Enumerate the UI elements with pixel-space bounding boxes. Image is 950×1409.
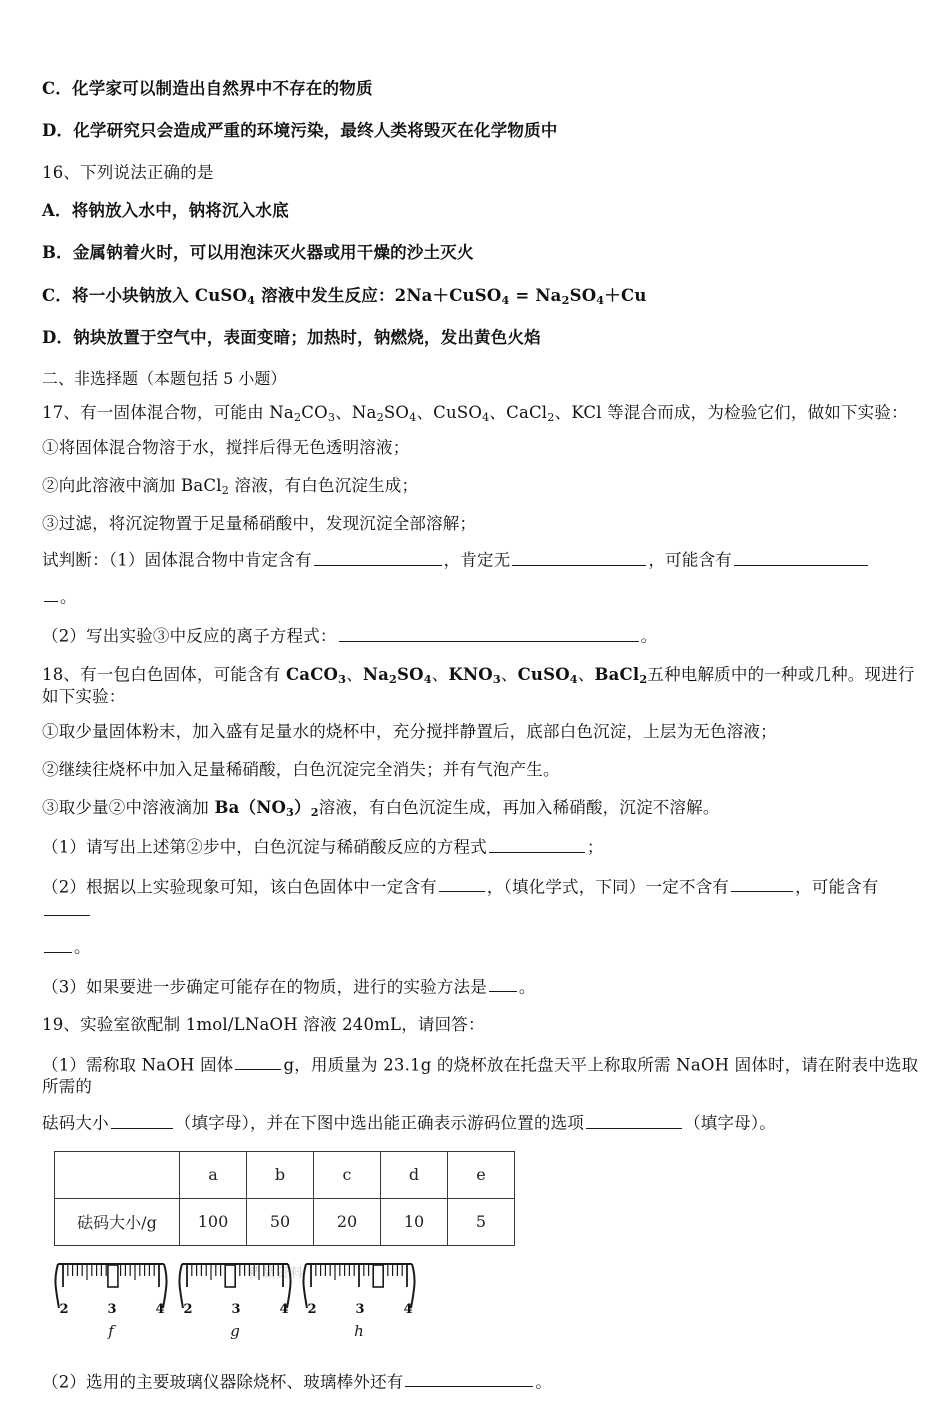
q18-formula-bano32-a: Ba（NO: [214, 798, 287, 818]
q19-part-1-line-1: [42, 1053, 922, 1099]
q16-number: 16、: [42, 163, 81, 183]
q16-stem-text: 下列说法正确的是: [80, 163, 214, 183]
q18-formula-na2so4-a: Na: [362, 664, 390, 684]
q15-option-c: [42, 78, 922, 100]
q17-stem-d: SO: [383, 402, 410, 422]
q19-blank-2[interactable]: [111, 1111, 173, 1129]
q17-judge-b: ，肯定无: [443, 550, 511, 570]
q19-part-2: [42, 1370, 922, 1394]
q17-number: 17、: [42, 402, 81, 422]
ruler-tick-label-3: 3: [355, 1301, 365, 1317]
q15-option-c-text: 化学家可以制造出自然界中不存在的物质: [72, 79, 373, 98]
q16-option-a: [42, 200, 922, 222]
weights-table-wrapper: [54, 1151, 922, 1246]
q17-step-2-b: 溶液，有白色沉淀生成；: [229, 475, 419, 495]
page-content: [42, 78, 922, 1409]
ruler-figure-f: [52, 1260, 170, 1340]
q17-blank-3-cont[interactable]: [44, 585, 58, 603]
ruler-tick-label-2: 2: [307, 1301, 317, 1317]
q17-blank-2[interactable]: [512, 548, 646, 566]
q17-judge-tail: [42, 585, 922, 609]
table-cell-b-value: 50: [247, 1198, 314, 1245]
q17-judge-a: 试判断：（1）固体混合物中肯定含有: [42, 550, 312, 570]
q18-formula-na2so4-sub1: 2: [389, 671, 398, 686]
q17-blank-1[interactable]: [314, 548, 442, 566]
q17-sub-4: 4: [409, 410, 417, 424]
q17-judge-c: ，可能含有: [648, 550, 732, 570]
q18-blank-4[interactable]: [44, 899, 90, 917]
q18-formula-kno3-sub: 3: [492, 671, 501, 686]
watermark-text: 精品资料: [248, 1265, 305, 1281]
q18-formula-kno3: KNO: [448, 664, 493, 684]
q17-step-1: ①将固体混合物溶于水，搅拌后得无色透明溶液；: [42, 437, 410, 457]
q17-blank-4[interactable]: [339, 624, 639, 642]
q18-formula-cuso4-sub: 4: [569, 671, 578, 686]
q16-option-d: [42, 327, 922, 349]
q18-sep-1: 、: [346, 664, 363, 684]
q19-stem-text: 实验室欲配制 1mol/LNaOH 溶液 240mL，请回答：: [80, 1015, 485, 1035]
q18-formula-bano32-b: ）: [294, 798, 311, 818]
slider-marker-h: [373, 1265, 383, 1287]
q17-step-2: [42, 475, 922, 497]
ruler-tick-label-3: 3: [231, 1301, 241, 1317]
slider-marker-g: [225, 1265, 235, 1287]
q18-part-2-tail: [42, 935, 922, 959]
q19-blank-4[interactable]: [405, 1370, 533, 1388]
q17-stem-c: 、Na: [335, 402, 377, 422]
q19-part-2-tail: 。: [535, 1372, 553, 1392]
q18-formula-na2so4-b: SO: [397, 664, 424, 684]
ruler-tick-label-4: 4: [279, 1301, 289, 1317]
ruler-tick-label-4: 4: [403, 1301, 413, 1317]
ruler-figure-g: [176, 1260, 294, 1340]
q18-sep-2: 、: [431, 664, 449, 684]
q17-judge-tail-text: 。: [60, 587, 77, 607]
q19-blank-3[interactable]: [586, 1111, 682, 1129]
q18-formula-caco3: CaCO: [285, 664, 339, 684]
q17-judge: [42, 548, 922, 572]
q15-option-c-label: C．: [42, 79, 73, 98]
ruler-svg-h: [300, 1260, 418, 1318]
table-row-header: [55, 1151, 515, 1198]
q18-stem: [42, 664, 922, 708]
ruler-figures: [52, 1260, 422, 1346]
q16-option-c-text-2: 溶液中发生反应：2Na＋CuSO: [255, 285, 502, 305]
q15-option-d: [42, 120, 922, 142]
q18-part-2: [42, 875, 922, 922]
q18-part-1: [42, 835, 922, 859]
q16-option-b: [42, 242, 922, 264]
q19-part-1-a: （1）需称取 NaOH 固体: [42, 1055, 234, 1075]
q18-number: 18、: [42, 664, 81, 684]
q19-number: 19、: [42, 1015, 81, 1035]
q19-part-1-c: 砝码大小: [42, 1113, 109, 1133]
q19-part-1-line-2: [42, 1111, 922, 1135]
q18-blank-4-cont[interactable]: [44, 935, 72, 953]
q19-part-2-a: （2）选用的主要玻璃仪器除烧杯、玻璃棒外还有: [42, 1372, 404, 1392]
q17-part-2: [42, 624, 922, 648]
q17-part-2-tail: 。: [640, 626, 658, 646]
q18-step-1: ①取少量固体粉末，加入盛有足量水的烧杯中，充分搅拌静置后，底部白色沉淀，上层为无色溶液；: [42, 722, 777, 742]
ruler-caption-h: h: [354, 1321, 364, 1340]
q17-step-2-a: ②向此溶液中滴加 BaCl: [42, 475, 222, 495]
q18-part-2-a: （2）根据以上实验现象可知，该白色固体中一定含有: [42, 877, 437, 897]
table-cell-e-value: 5: [448, 1198, 515, 1245]
ruler-tick-label-2: 2: [183, 1301, 193, 1317]
q18-stem-a: 有一包白色固体，可能含有: [80, 664, 286, 684]
q18-part-2-c: ，可能含有: [795, 877, 879, 897]
q16-option-c-text-3: = Na: [509, 285, 562, 305]
q17-part-2-a: （2）写出实验③中反应的离子方程式：: [42, 626, 337, 646]
q18-sep-3: 、: [500, 664, 518, 684]
q18-part-3-a: （3）如果要进一步确定可能存在的物质，进行的实验方法是: [42, 977, 487, 997]
ruler-tick-label-4: 4: [155, 1301, 165, 1317]
q17-sub-2: 3: [327, 410, 336, 424]
ruler-figure-h: [300, 1260, 418, 1340]
ruler-tick-label-3: 3: [107, 1301, 117, 1317]
q17-sub-1: 2: [293, 410, 302, 424]
slider-marker-f: [108, 1265, 118, 1287]
weights-table: [54, 1151, 515, 1246]
q18-part-1-tail: ；: [586, 837, 604, 857]
q19-part-1-e: （填字母）。: [684, 1113, 777, 1133]
q16-option-c-sub-1: 4: [247, 292, 256, 307]
q18-sep-4: 、: [577, 664, 595, 684]
q16-stem: [42, 162, 922, 184]
ruler-svg-g: [176, 1260, 294, 1318]
table-header-b: b: [247, 1151, 314, 1198]
table-header-a: a: [180, 1151, 247, 1198]
q16-option-b-label: B．: [42, 243, 73, 263]
q16-option-d-label: D．: [42, 327, 74, 347]
q17-stem: [42, 402, 922, 424]
q15-option-d-label: D．: [42, 121, 74, 141]
q16-option-c: [42, 285, 922, 307]
q18-formula-bano32-sub2: 2: [310, 805, 319, 820]
q16-option-c-text-4: SO: [569, 285, 597, 305]
q18-formula-bacl2-sub: 2: [639, 671, 648, 686]
q18-stem-b: 五种电解质中的一种或几种。现进行如下实验：: [42, 664, 915, 706]
table-header-d: d: [381, 1151, 448, 1198]
q18-blank-5[interactable]: [489, 975, 517, 993]
q18-step-3: [42, 797, 922, 819]
q18-part-3: [42, 975, 922, 999]
q18-blank-1[interactable]: [489, 835, 585, 853]
q17-step-2-sub: 2: [221, 483, 230, 497]
q18-step-3-b: 溶液，有白色沉淀生成，再加入稀硝酸，沉淀不溶解。: [318, 798, 720, 818]
q16-option-c-text-5: ＋Cu: [604, 285, 647, 305]
q17-stem-b: CO: [301, 402, 328, 422]
table-cell-a-value: 100: [180, 1198, 247, 1245]
q18-blank-2[interactable]: [439, 875, 485, 893]
q17-stem-a: 有一固体混合物，可能由 Na: [80, 402, 294, 422]
q16-option-c-label: C．: [42, 285, 73, 305]
ruler-caption-g: g: [230, 1321, 240, 1340]
q18-formula-caco3-sub: 3: [338, 671, 347, 686]
q17-stem-f: 、CaCl: [489, 402, 548, 422]
q17-blank-3[interactable]: [734, 548, 868, 566]
q18-part-1-a: （1）请写出上述第②步中，白色沉淀与稀硝酸反应的方程式: [42, 837, 487, 857]
q18-part-2-tail-text: 。: [74, 937, 91, 957]
q16-option-c-sub-4: 4: [596, 292, 605, 307]
q16-option-d-text: 钠块放置于空气中，表面变暗；加热时，钠燃烧，发出黄色火焰: [73, 327, 541, 347]
table-header-e: e: [448, 1151, 515, 1198]
table-cell-d-value: 10: [381, 1198, 448, 1245]
table-header-c: c: [314, 1151, 381, 1198]
q18-formula-cuso4: CuSO: [517, 664, 570, 684]
q17-sub-3: 2: [376, 410, 384, 424]
q18-formula-na2so4-sub2: 4: [423, 671, 432, 686]
q15-option-d-text: 化学研究只会造成严重的环境污染，最终人类将毁灭在化学物质中: [73, 121, 558, 141]
q18-part-2-b: ，（填化学式，下同）一定不含有: [486, 877, 730, 897]
q17-sub-6: 2: [547, 410, 555, 424]
q18-step-3-a: ③取少量②中溶液滴加: [42, 798, 215, 818]
q18-part-3-tail: 。: [518, 977, 536, 997]
q19-stem: [42, 1014, 922, 1036]
q16-option-c-text-1: 将一小块钠放入 CuSO: [72, 285, 248, 305]
q19-part-1-b: g，用质量为 23.1g 的烧杯放在托盘天平上称取所需 NaOH 固体时，请在附表中选取所需的: [42, 1055, 919, 1097]
ruler-tick-label-2: 2: [59, 1301, 69, 1317]
q16-option-b-text: 金属钠着火时，可以用泡沫灭火器或用干燥的沙土灭火: [72, 243, 474, 263]
table-cell-corner-empty: [55, 1151, 180, 1198]
q18-blank-3[interactable]: [731, 875, 793, 893]
q16-option-a-label: A．: [42, 201, 72, 221]
q18-formula-bacl2: BaCl: [594, 664, 640, 684]
ruler-caption-f: f: [108, 1321, 114, 1340]
ruler-svg-f: [52, 1260, 170, 1318]
q16-option-c-sub-2: 4: [501, 292, 510, 307]
q17-step-3: ③过滤，将沉淀物置于足量稀硝酸中，发现沉淀全部溶解；: [42, 513, 477, 533]
q18-step-2: ②继续往烧杯中加入足量稀硝酸，白色沉淀完全消失；并有气泡产生。: [42, 760, 560, 780]
q18-formula-bano32-sub1: 3: [286, 805, 295, 820]
section-2-heading: 二、非选择题（本题包括 5 小题）: [42, 368, 287, 388]
q17-stem-g: 、KCl 等混合而成，为检验它们，做如下实验：: [554, 402, 908, 422]
q17-sub-5: 4: [482, 410, 490, 424]
q19-part-1-d: （填字母），并在下图中选出能正确表示游码位置的选项: [174, 1113, 585, 1133]
q16-option-a-text: 将钠放入水中，钠将沉入水底: [71, 201, 289, 221]
q17-stem-e: 、CuSO: [416, 402, 483, 422]
q19-blank-1[interactable]: [235, 1053, 281, 1071]
q16-option-c-sub-3: 2: [561, 292, 570, 307]
table-row-label: 砝码大小/g: [55, 1198, 180, 1245]
table-row: [55, 1198, 515, 1245]
table-cell-c-value: 20: [314, 1198, 381, 1245]
